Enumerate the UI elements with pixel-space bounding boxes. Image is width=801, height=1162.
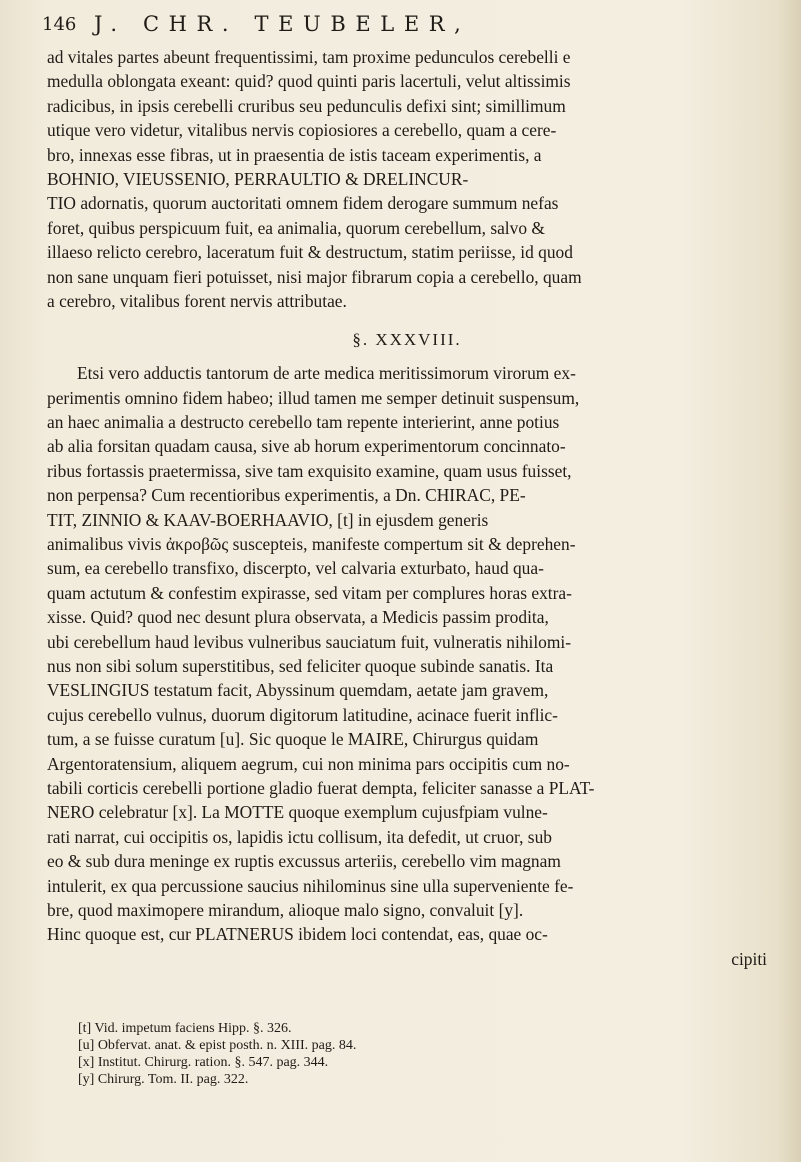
text-line: ribus fortassis praetermissa, sive tam exquisito examine, quam usus fuisset, xyxy=(47,460,572,481)
running-header xyxy=(42,12,742,42)
text-line: illaeso relicto cerebro, laceratum fuit & destructum, statim periisse, id quod xyxy=(47,242,573,263)
text-line: animalibus vivis ἀκροβῶς suscepteis, manifeste compertum sit & deprehen- xyxy=(47,534,576,555)
text-line: an haec animalia a destructo cerebello tam repente interierint, anne potius xyxy=(47,412,560,433)
text-line: bro, innexas esse fibras, ut in praesentia de istis taceam experimentis, a xyxy=(47,144,542,165)
text-line: Etsi vero adductis tantorum de arte medica meritissimorum virorum ex- xyxy=(77,363,576,384)
footnote: [x] Institut. Chirurg. ration. §. 547. pag. 344. xyxy=(78,1055,329,1070)
text-line: xisse. Quid? quod nec desunt plura observata, a Medicis passim prodita, xyxy=(47,607,549,628)
text-line: ab alia forsitan quadam causa, sive ab horum experimentorum concinnato- xyxy=(47,436,566,457)
text-line: non sane unquam fieri potuisset, nisi major fibrarum copia a cerebello, quam xyxy=(47,266,582,287)
text-line: cujus cerebello vulnus, duorum digitorum latitudine, acinace fuerit inflic- xyxy=(47,704,558,725)
text-line: a cerebro, vitalibus forent nervis attributae. xyxy=(47,290,347,311)
text-line: VESLINGIUS testatum facit, Abyssinum quemdam, aetate jam gravem, xyxy=(47,680,549,701)
text-line: eo & sub dura meninge ex ruptis excussus arteriis, cerebello vim magnam xyxy=(47,851,561,872)
footnotes xyxy=(78,1020,738,1088)
text-line: radicibus, in ipsis cerebelli cruribus seu pedunculis defixi sint; simillimum xyxy=(47,95,566,116)
footnote: [u] Obfervat. anat. & epist posth. n. XIII. pag. 84. xyxy=(78,1038,357,1053)
section-heading: §. XXXVIII. xyxy=(352,330,462,350)
text-line: bre, quod maximopere mirandum, alioque malo signo, convaluit [y]. xyxy=(47,899,524,920)
text-line: intulerit, ex qua percussione saucius nihilominus sine ulla superveniente fe- xyxy=(47,875,574,896)
text-line: non perpensa? Cum recentioribus experimentis, a Dn. CHIRAC, PE- xyxy=(47,485,526,506)
text-line: quam actutum & confestim expirasse, sed vitam per complures horas extra- xyxy=(47,582,572,603)
text-line: ad vitales partes abeunt frequentissimi, tam proxime pedunculos cerebelli e xyxy=(47,47,571,67)
text-line: NERO celebratur [x]. La MOTTE quoque exemplum cujusfpiam vulne- xyxy=(47,802,548,823)
text-line: Hinc quoque est, cur PLATNERUS ibidem loci contendat, eas, quae oc- xyxy=(47,924,548,945)
text-line: medulla oblongata exeant: quid? quod quinti paris lacertuli, velut altissimis xyxy=(47,71,571,92)
footnote: [y] Chirurg. Tom. II. pag. 322. xyxy=(78,1072,249,1087)
text-line: rati narrat, cui occipitis os, lapidis ictu collisum, ita defedit, ut cruor, sub xyxy=(47,826,552,847)
paragraph-section-38 xyxy=(47,361,767,971)
main-text xyxy=(47,45,767,971)
text-line: TIO adornatis, quorum auctoritati omnem fidem derogare summum nefas xyxy=(47,193,559,214)
text-line: foret, quibus perspicuum fuit, ea animalia, quorum cerebellum, salvo & xyxy=(47,217,545,238)
text-line: nus non sibi solum superstitibus, sed feliciter quoque subinde sanatis. Ita xyxy=(47,655,554,676)
paragraph-continued xyxy=(47,45,767,313)
text-line: tabili corticis cerebelli portione gladio fuerat dempta, feliciter sanasse a PLAT- xyxy=(47,777,595,798)
text-line: utique vero videtur, vitalibus nervis copiosiores a cerebello, quam a cere- xyxy=(47,120,557,141)
text-line: cipiti xyxy=(731,948,767,969)
running-title: J. CHR. TEUBELER, xyxy=(94,12,471,36)
text-line: TIT, ZINNIO & KAAV-BOERHAAVIO, [t] in ejusdem generis xyxy=(47,509,489,530)
text-line: tum, a se fuisse curatum [u]. Sic quoque le MAIRE, Chirurgus quidam xyxy=(47,729,539,750)
text-line: sum, ea cerebello transfixo, discerpto, vel calvaria exturbato, haud qua- xyxy=(47,558,544,579)
text-line: Argentoratensium, aliquem aegrum, cui non minima pars occipitis cum no- xyxy=(47,753,570,774)
text-line: perimentis omnino fidem habeo; illud tamen me semper detinuit suspensum, xyxy=(47,387,580,408)
text-line: ubi cerebellum haud levibus vulneribus sauciatum fuit, vulneratis nihilomi- xyxy=(47,631,572,652)
page-number: 146 xyxy=(42,14,77,35)
footnote: [t] Vid. impetum faciens Hipp. §. 326. xyxy=(78,1021,292,1036)
text-line: BOHNIO, VIEUSSENIO, PERRAULTIO & DRELINCUR- xyxy=(47,168,469,189)
